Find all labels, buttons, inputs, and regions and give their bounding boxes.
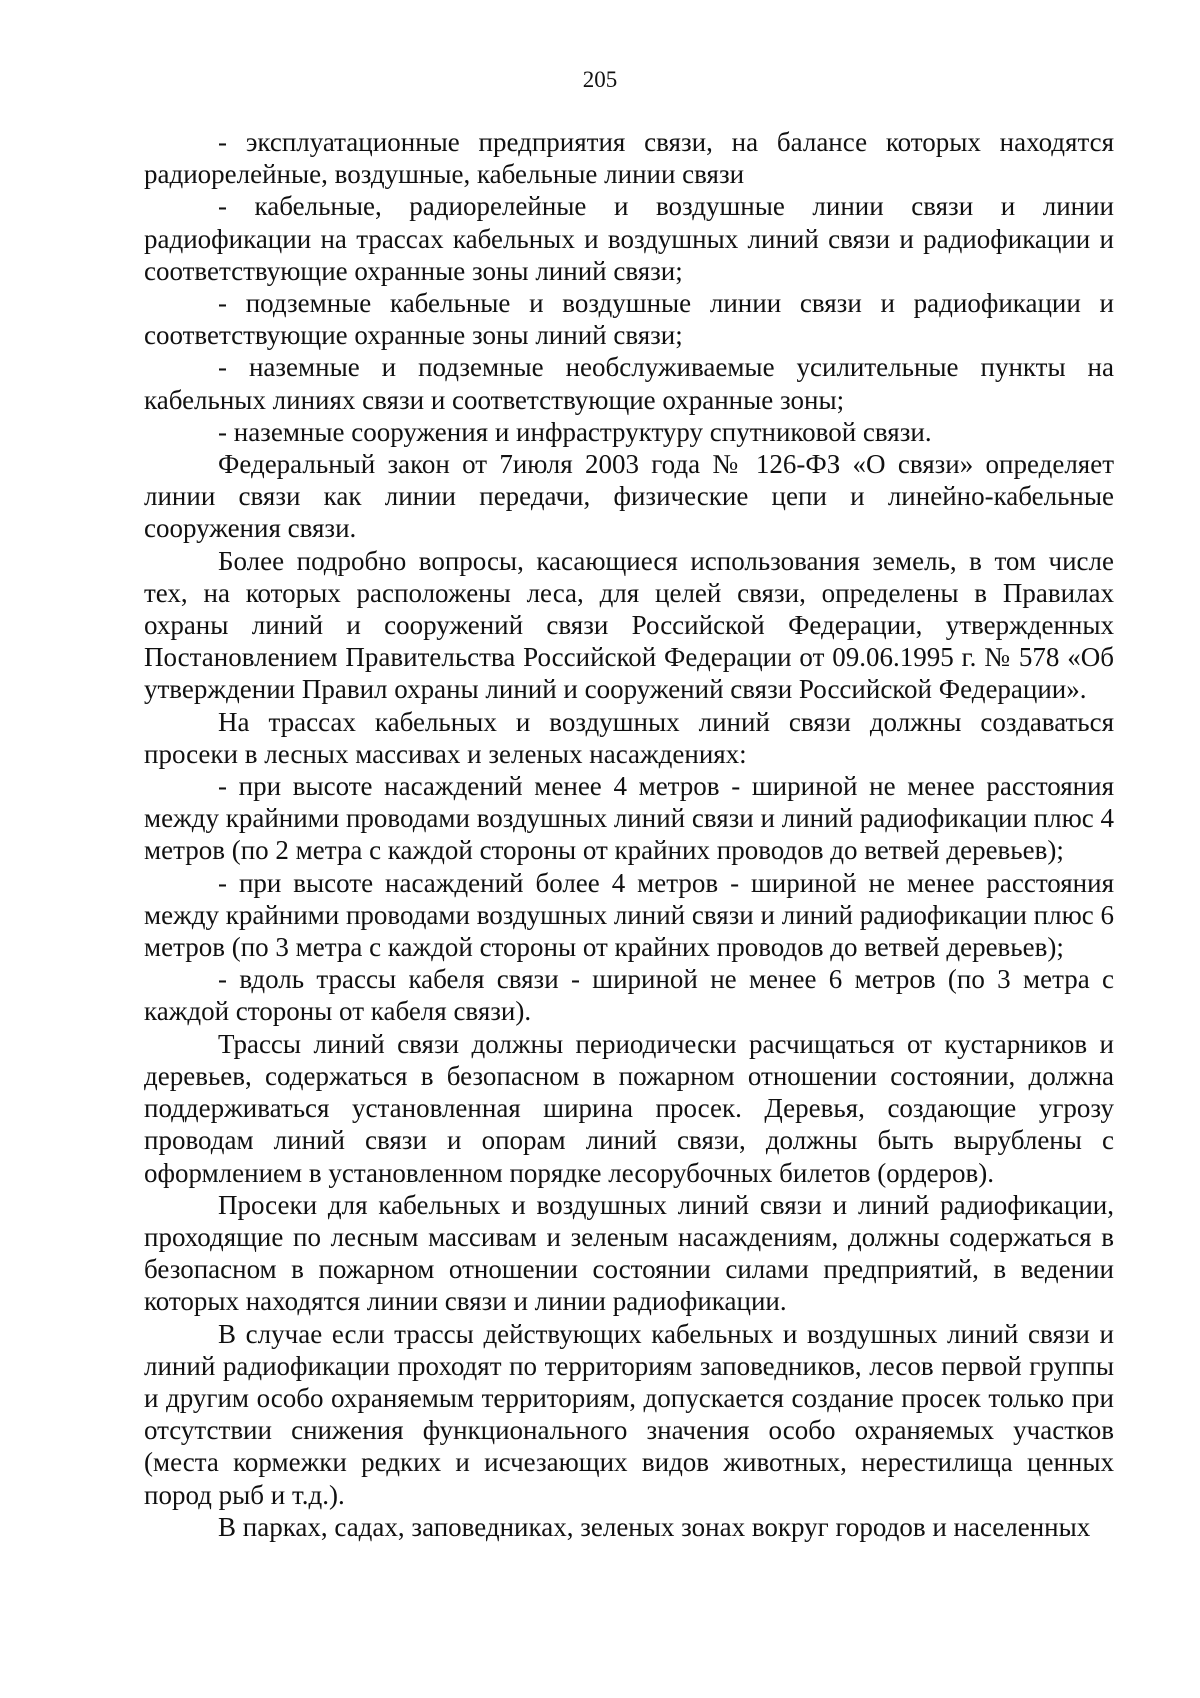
- paragraph: - подземные кабельные и воздушные линии связи и радиофикации и соответствующие охранные зоны линий связи;: [144, 288, 1114, 351]
- paragraph: Просеки для кабельных и воздушных линий связи и линий радиофикации, проходящие по лесным массивам и зеленым насаждениям, должны содержаться в безопасном в пожарном отношении состоянии силами предприятий, в ведении которых находятся линии связи и линии радиофикации.: [144, 1189, 1114, 1317]
- paragraph: - наземные и подземные необслуживаемые усилительные пункты на кабельных линиях связи и соответствующие охранные зоны;: [144, 352, 1114, 415]
- paragraph: - кабельные, радиорелейные и воздушные линии связи и линии радиофикации на трассах кабельных и воздушных линий связи и радиофикации и соответствующие охранные зоны линий связи;: [144, 191, 1114, 286]
- paragraph: - наземные сооружения и инфраструктуру спутниковой связи.: [218, 416, 932, 447]
- paragraph: В парках, садах, заповедниках, зеленых зонах вокруг городов и населенных: [218, 1511, 1091, 1542]
- paragraph: - вдоль трассы кабеля связи - шириной не менее 6 метров (по 3 метра с каждой стороны от кабеля связи).: [144, 964, 1114, 1027]
- page-number: 205: [582, 67, 618, 92]
- paragraph: - эксплуатационные предприятия связи, на балансе которых находятся радиорелейные, воздушные, кабельные линии связи: [144, 127, 1114, 190]
- paragraph: Трассы линий связи должны периодически расчищаться от кустарников и деревьев, содержаться в безопасном в пожарном отношении состоянии, должна поддерживаться установленная ширина просек. Деревья, создающие угрозу проводам линий связи и опорам линий связи, должны быть вырублены с оформлением в установленном порядке лесорубочных билетов (ордеров).: [144, 1028, 1114, 1188]
- paragraph: На трассах кабельных и воздушных линий связи должны создаваться просеки в лесных массивах и зеленых насаждениях:: [144, 706, 1114, 769]
- paragraph: В случае если трассы действующих кабельных и воздушных линий связи и линий радиофикации проходят по территориям заповедников, лесов первой группы и другим особо охраняемым территориям, допускается создание просек только при отсутствии снижения функционального значения особо охраняемых участков (места кормежки редких и исчезающих видов животных, нерестилища ценных пород рыб и т.д.).: [144, 1318, 1114, 1510]
- body-text: [144, 126, 1114, 1543]
- paragraph: - при высоте насаждений более 4 метров - шириной не менее расстояния между крайними проводами воздушных линий связи и линий радиофикации плюс 6 метров (по 3 метра с каждой стороны от крайних проводов до ветвей деревьев);: [144, 867, 1114, 963]
- paragraph: Федеральный закон от 7июля 2003 года № 126-ФЗ «О связи» определяет линии связи как линии передачи, физические цепи и линейно-кабельные сооружения связи.: [144, 449, 1114, 544]
- paragraph: Более подробно вопросы, касающиеся использования земель, в том числе тех, на которых расположены леса, для целей связи, определены в Правилах охраны линий и сооружений связи Российской Федерации, утвержденных Постановлением Правительства Российской Федерации от 09.06.1995 г. № 578 «Об утверждении Правил охраны линий и сооружений связи Российской Федерации».: [144, 545, 1114, 705]
- paragraph: - при высоте насаждений менее 4 метров - шириной не менее расстояния между крайними проводами воздушных линий связи и линий радиофикации плюс 4 метров (по 2 метра с каждой стороны от крайних проводов до ветвей деревьев);: [144, 771, 1114, 866]
